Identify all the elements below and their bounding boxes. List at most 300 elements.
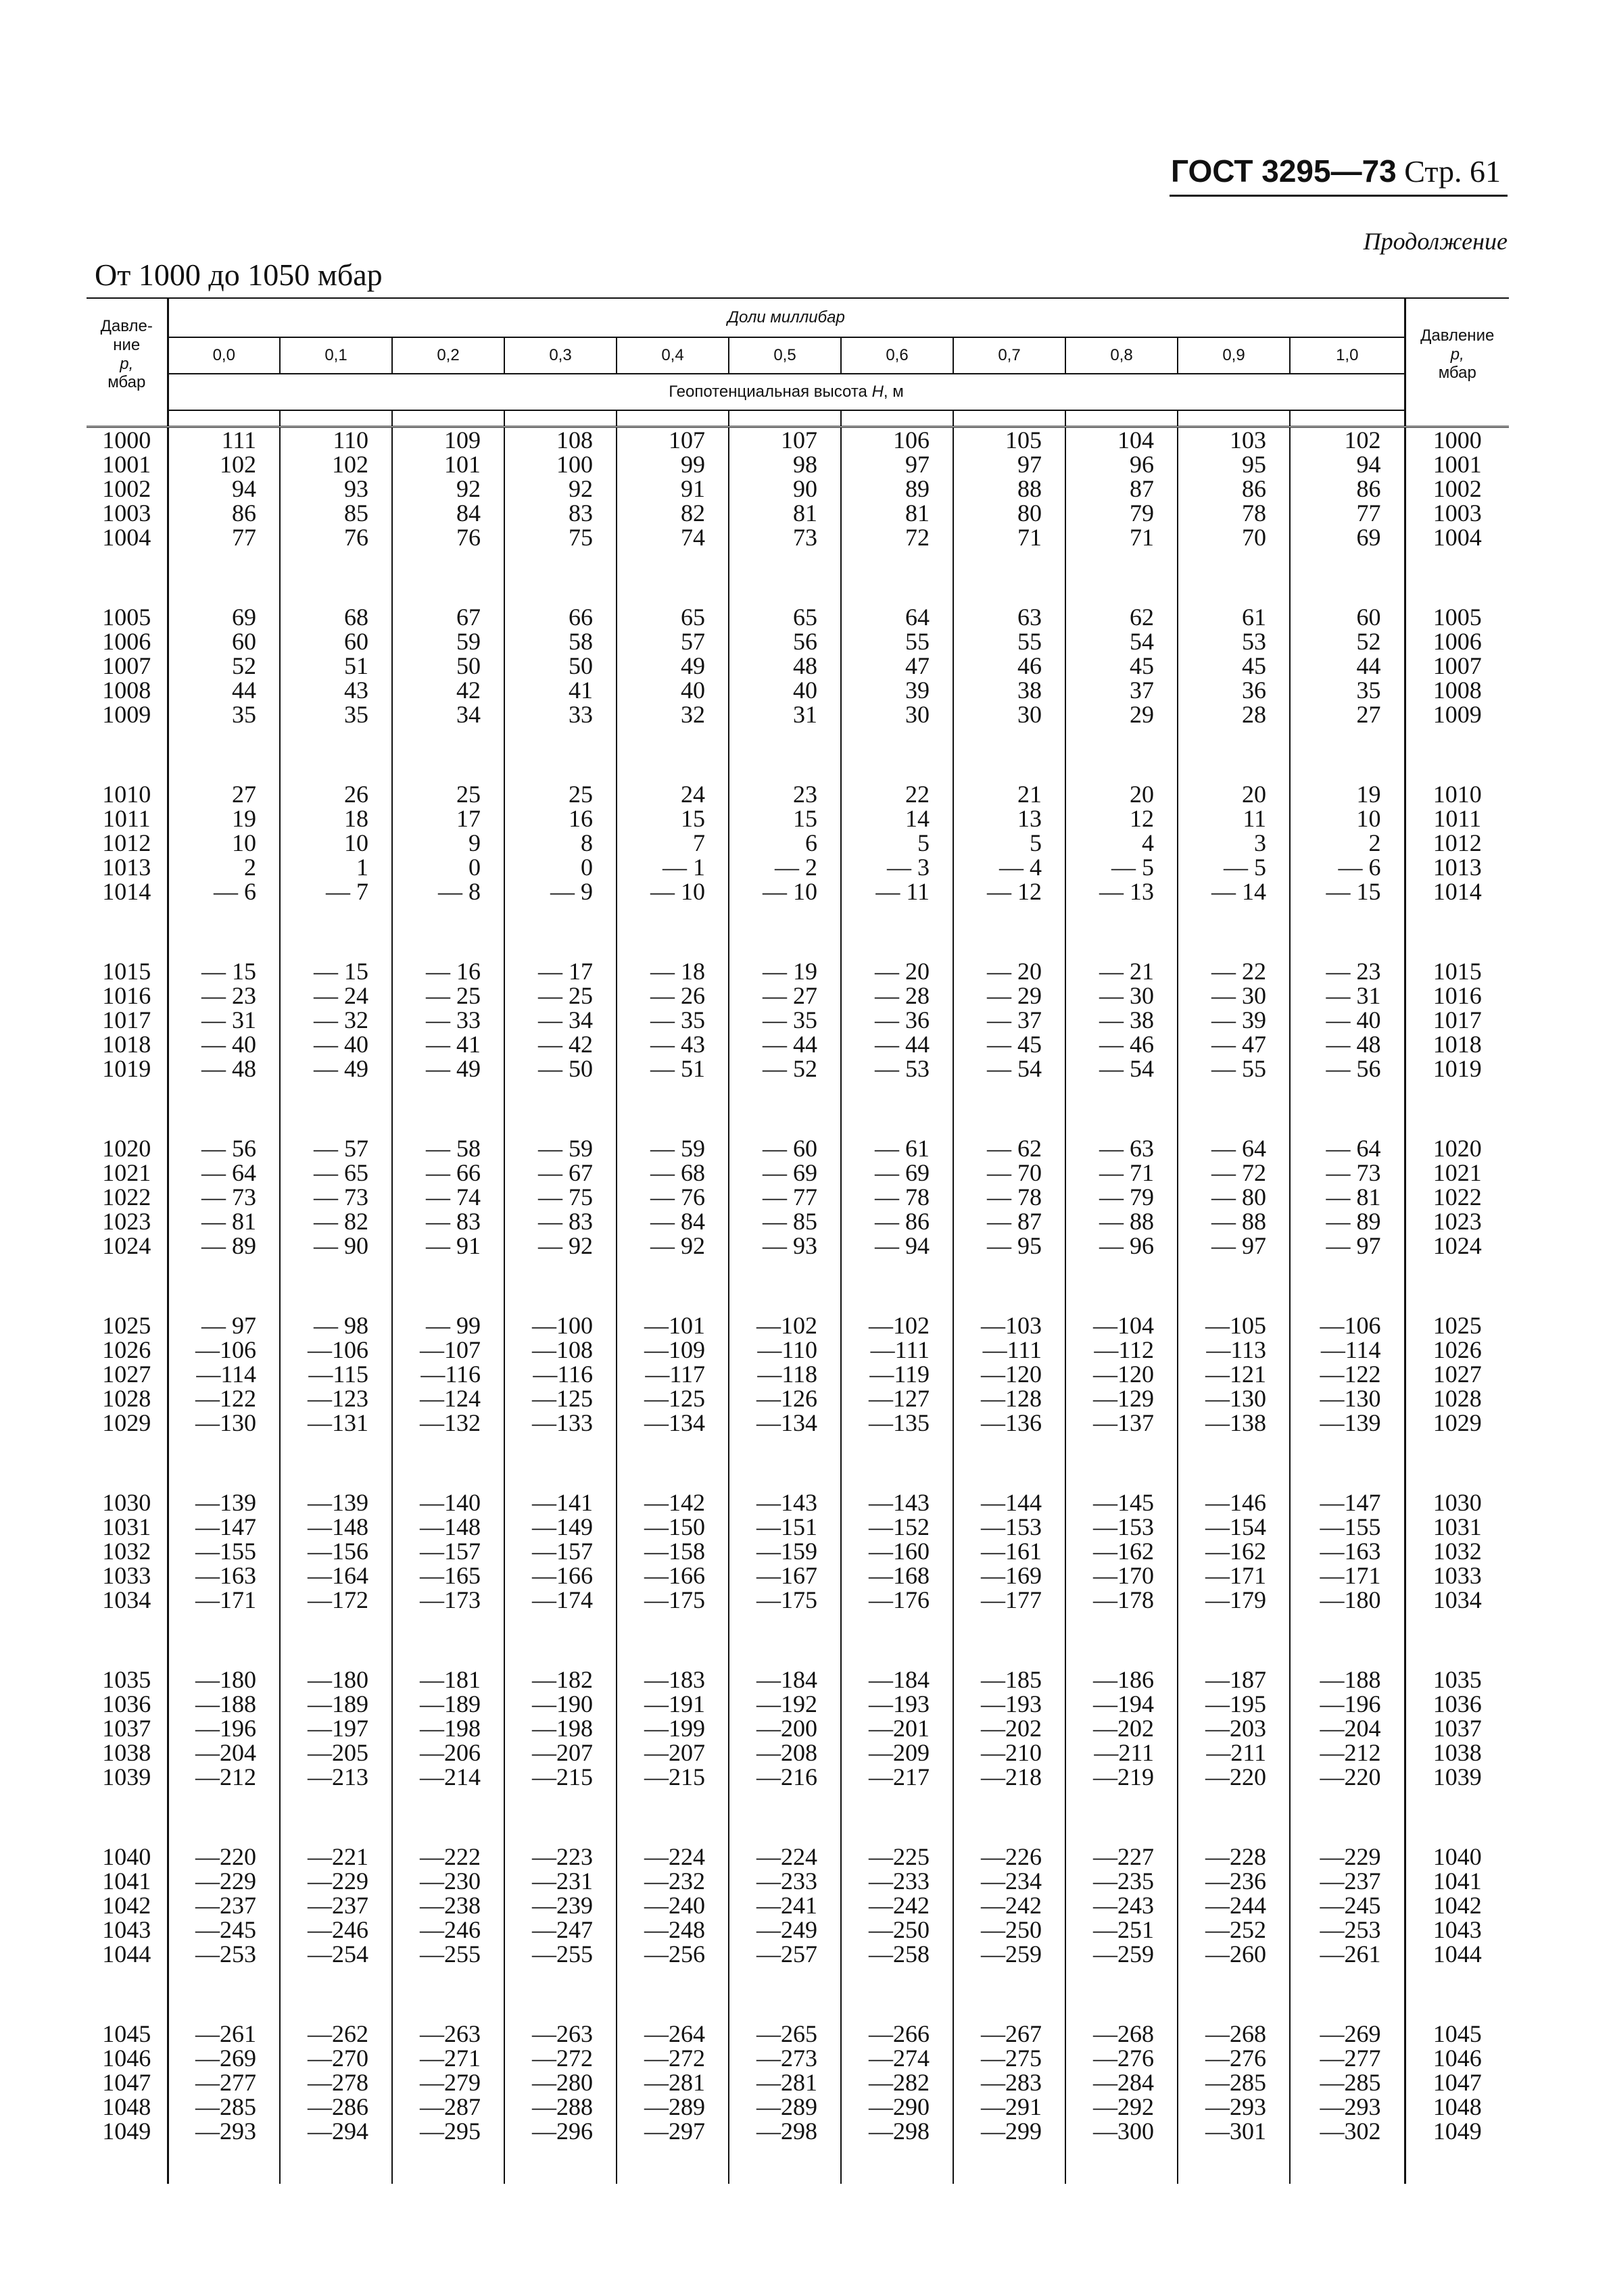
height-value-cell: — 36 [841, 1008, 953, 1032]
pressure-cell-right: 1013 [1405, 855, 1509, 879]
height-value-cell: —230 [392, 1869, 504, 1893]
height-value-cell: — 6 [168, 879, 280, 904]
height-value-cell: 30 [841, 702, 953, 727]
pressure-cell-left: 1040 [102, 1843, 151, 1870]
height-value-cell: — 73 [280, 1185, 392, 1209]
height-value-cell: 0 [504, 855, 617, 879]
pressure-cell-right: 1026 [1405, 1338, 1509, 1362]
spacer-cell [1178, 1612, 1290, 1667]
height-value-cell: 47 [841, 654, 953, 678]
height-value-cell: — 94 [841, 1234, 953, 1258]
table-row [87, 1161, 1509, 1185]
height-value-cell: —213 [280, 1765, 392, 1789]
pressure-cell-left: 1003 [102, 499, 151, 527]
height-value-cell: —139 [168, 1490, 280, 1515]
height-value-cell: —110 [729, 1338, 841, 1362]
table-row [87, 1563, 1509, 1588]
spacer-cell [87, 1435, 168, 1490]
spacer-cell [504, 727, 617, 782]
height-value-cell: —201 [841, 1716, 953, 1740]
pressure-cell-left: 1038 [102, 1739, 151, 1766]
height-value-cell: —233 [841, 1869, 953, 1893]
pressure-cell-left: 1023 [102, 1208, 151, 1235]
fraction-header-cell: 0,6 [841, 337, 953, 374]
height-value-cell: —202 [953, 1716, 1065, 1740]
height-value-cell: 93 [280, 477, 392, 501]
fraction-header-cell: 0,7 [953, 337, 1065, 374]
height-value-cell: —101 [617, 1313, 729, 1338]
pressure-cell-right: 1034 [1405, 1588, 1509, 1612]
pressure-cell-left: 1014 [102, 878, 151, 905]
height-header-symbol: H [871, 383, 884, 401]
height-value-cell: —193 [841, 1692, 953, 1716]
height-value-cell: —159 [729, 1539, 841, 1563]
pressure-cell-right: 1038 [1405, 1740, 1509, 1765]
height-value-cell: —208 [729, 1740, 841, 1765]
height-value-cell: — 69 [841, 1161, 953, 1185]
table-row [87, 1716, 1509, 1740]
height-value-cell: 61 [1178, 605, 1290, 629]
height-value-cell: 100 [504, 452, 617, 477]
pressure-cell-right: 1000 [1405, 427, 1509, 453]
table-row [87, 1008, 1509, 1032]
height-value-cell: —162 [1065, 1539, 1178, 1563]
group-gap [87, 1612, 1509, 1667]
height-value-cell: 94 [168, 477, 280, 501]
height-value-cell: —189 [280, 1692, 392, 1716]
height-value-cell: —269 [168, 2046, 280, 2070]
height-value-cell: —276 [1065, 2046, 1178, 2070]
group-gap [87, 1966, 1509, 2022]
pressure-cell-left: 1022 [102, 1183, 151, 1211]
height-value-cell: —298 [729, 2119, 841, 2143]
table-row [87, 477, 1509, 501]
height-value-cell: —220 [1178, 1765, 1290, 1789]
height-value-cell: 42 [392, 678, 504, 702]
height-value-cell: —104 [1065, 1313, 1178, 1338]
pressure-cell-left: 1010 [102, 781, 151, 808]
height-value-cell: 78 [1178, 501, 1290, 525]
pressure-cell-left: 1009 [102, 701, 151, 728]
height-value-cell: — 39 [1178, 1008, 1290, 1032]
height-value-cell: —142 [617, 1490, 729, 1515]
fraction-header-cell: 0,0 [168, 337, 280, 374]
spacer-cell [1290, 1435, 1405, 1490]
pressure-cell-right: 1016 [1405, 983, 1509, 1008]
table-row [87, 1740, 1509, 1765]
height-value-cell: —160 [841, 1539, 953, 1563]
spacer-cell [1178, 2143, 1290, 2184]
height-value-cell: — 64 [1178, 1136, 1290, 1161]
height-value-cell: — 51 [617, 1056, 729, 1081]
height-value-cell: —289 [617, 2095, 729, 2119]
height-value-cell: —286 [280, 2095, 392, 2119]
pressure-cell-right: 1009 [1405, 702, 1509, 727]
height-value-cell: 1 [280, 855, 392, 879]
spacer-cell [87, 549, 168, 605]
spacer-cell [841, 1081, 953, 1136]
spacer-cell [729, 1435, 841, 1490]
table-row [87, 1869, 1509, 1893]
height-value-cell: 103 [1178, 427, 1290, 453]
table-row [87, 1386, 1509, 1411]
spacer-cell [168, 1258, 280, 1313]
height-value-cell: —179 [1178, 1588, 1290, 1612]
height-value-cell: — 71 [1065, 1161, 1178, 1185]
height-value-cell: — 46 [1065, 1032, 1178, 1056]
height-value-cell: 8 [504, 831, 617, 855]
spacer-cell [953, 1789, 1065, 1845]
height-value-cell: —285 [1178, 2070, 1290, 2095]
table-row [87, 1411, 1509, 1435]
height-value-cell: 5 [953, 831, 1065, 855]
height-value-cell: — 53 [841, 1056, 953, 1081]
height-value-cell: —169 [953, 1563, 1065, 1588]
table-row [87, 1185, 1509, 1209]
height-value-cell: — 72 [1178, 1161, 1290, 1185]
height-value-cell: — 5 [1178, 855, 1290, 879]
pressure-cell-left: 1013 [102, 854, 151, 881]
height-value-cell: 71 [953, 525, 1065, 549]
height-value-cell: 82 [617, 501, 729, 525]
spacer-cell [729, 1081, 841, 1136]
height-value-cell: —172 [280, 1588, 392, 1612]
height-value-cell: —136 [953, 1411, 1065, 1435]
spacer-cell [729, 904, 841, 959]
spacer-cell [953, 1435, 1065, 1490]
height-value-cell: — 59 [617, 1136, 729, 1161]
height-value-cell: 96 [1065, 452, 1178, 477]
height-value-cell: 101 [392, 452, 504, 477]
spacer-cell [168, 1081, 280, 1136]
height-value-cell: — 9 [504, 879, 617, 904]
height-value-cell: —144 [953, 1490, 1065, 1515]
height-value-cell: 18 [280, 806, 392, 831]
height-value-cell: 86 [168, 501, 280, 525]
height-value-cell: — 93 [729, 1234, 841, 1258]
pressure-cell-right: 1028 [1405, 1386, 1509, 1411]
height-value-cell: —133 [504, 1411, 617, 1435]
pressure-cell-right: 1004 [1405, 525, 1509, 549]
height-value-cell: — 49 [392, 1056, 504, 1081]
pressure-cell-right: 1010 [1405, 782, 1509, 806]
height-value-cell: 16 [504, 806, 617, 831]
height-value-cell: —243 [1065, 1893, 1178, 1918]
height-value-cell: 95 [1178, 452, 1290, 477]
height-value-cell: —164 [280, 1563, 392, 1588]
height-value-cell: —139 [280, 1490, 392, 1515]
height-value-cell: 108 [504, 427, 617, 453]
height-value-cell: 36 [1178, 678, 1290, 702]
table-row [87, 702, 1509, 727]
height-value-cell: — 97 [168, 1313, 280, 1338]
height-value-cell: —297 [617, 2119, 729, 2143]
spacer-cell [1290, 1612, 1405, 1667]
spacer-cell [504, 1612, 617, 1667]
table-row [87, 1313, 1509, 1338]
pressure-cell-left: 1036 [102, 1690, 151, 1717]
height-value-cell: —146 [1178, 1490, 1290, 1515]
height-value-cell: —226 [953, 1845, 1065, 1869]
height-value-cell: 48 [729, 654, 841, 678]
pressure-cell-right: 1003 [1405, 501, 1509, 525]
height-value-cell: —260 [1178, 1942, 1290, 1966]
height-value-cell: —139 [1290, 1411, 1405, 1435]
height-value-cell: — 30 [1178, 983, 1290, 1008]
height-value-cell: — 73 [168, 1185, 280, 1209]
height-value-cell: — 10 [729, 879, 841, 904]
spacer-cell [953, 549, 1065, 605]
height-value-cell: 79 [1065, 501, 1178, 525]
height-value-cell: —125 [617, 1386, 729, 1411]
height-value-cell: — 26 [617, 983, 729, 1008]
pressure-cell-right: 1019 [1405, 1056, 1509, 1081]
height-value-cell: —261 [1290, 1942, 1405, 1966]
height-value-cell: 62 [1065, 605, 1178, 629]
height-value-cell: —262 [280, 2022, 392, 2046]
spacer-cell [280, 1081, 392, 1136]
height-value-cell: —255 [392, 1942, 504, 1966]
height-value-cell: — 81 [168, 1209, 280, 1234]
height-value-cell: 65 [617, 605, 729, 629]
height-value-cell: 11 [1178, 806, 1290, 831]
height-value-cell: —282 [841, 2070, 953, 2095]
height-value-cell: —166 [617, 1563, 729, 1588]
height-value-cell: —163 [168, 1563, 280, 1588]
height-value-cell: 76 [392, 525, 504, 549]
height-value-cell: — 5 [1065, 855, 1178, 879]
height-value-cell: — 20 [953, 959, 1065, 983]
height-value-cell: 17 [392, 806, 504, 831]
height-value-cell: — 28 [841, 983, 953, 1008]
height-value-cell: — 88 [1065, 1209, 1178, 1234]
height-value-cell: —229 [1290, 1845, 1405, 1869]
height-value-cell: —147 [1290, 1490, 1405, 1515]
table-row [87, 525, 1509, 549]
pressure-cell-left: 1033 [102, 1562, 151, 1589]
height-value-cell: 94 [1290, 452, 1405, 477]
height-value-cell: — 99 [392, 1313, 504, 1338]
height-value-cell: —299 [953, 2119, 1065, 2143]
height-value-cell: — 61 [841, 1136, 953, 1161]
spacer-cell [1065, 1435, 1178, 1490]
spacer-cell [1178, 1789, 1290, 1845]
pressure-cell-right: 1011 [1405, 806, 1509, 831]
height-value-cell: —188 [168, 1692, 280, 1716]
table-row [87, 2095, 1509, 2119]
spacer-cell [1290, 2143, 1405, 2184]
height-value-cell: —148 [392, 1515, 504, 1539]
pressure-cell-left: 1021 [102, 1159, 151, 1186]
table-row [87, 1234, 1509, 1258]
fraction-row [87, 337, 1509, 374]
height-value-cell: — 48 [168, 1056, 280, 1081]
height-value-cell: 56 [729, 629, 841, 654]
geopotential-height-table [87, 297, 1509, 2184]
height-value-cell: —294 [280, 2119, 392, 2143]
pressure-cell-left: 1028 [102, 1385, 151, 1412]
height-value-cell: —296 [504, 2119, 617, 2143]
spacer-cell [1290, 410, 1405, 427]
height-value-cell: — 41 [392, 1032, 504, 1056]
height-value-cell: — 97 [1178, 1234, 1290, 1258]
page-number: Стр. 61 [1404, 154, 1501, 189]
height-value-cell: — 47 [1178, 1032, 1290, 1056]
height-value-cell: 12 [1065, 806, 1178, 831]
pressure-cell-left: 1004 [102, 524, 151, 551]
height-value-cell: — 7 [280, 879, 392, 904]
height-value-cell: —150 [617, 1515, 729, 1539]
spacer-cell [841, 549, 953, 605]
height-value-cell: —180 [1290, 1588, 1405, 1612]
height-value-cell: —148 [280, 1515, 392, 1539]
height-value-cell: — 78 [841, 1185, 953, 1209]
height-value-cell: — 83 [392, 1209, 504, 1234]
height-value-cell: 86 [1290, 477, 1405, 501]
height-value-cell: — 40 [280, 1032, 392, 1056]
height-value-cell: — 6 [1290, 855, 1405, 879]
spacer-cell [953, 727, 1065, 782]
height-value-cell: — 54 [1065, 1056, 1178, 1081]
height-value-cell: —278 [280, 2070, 392, 2095]
height-value-cell: —212 [168, 1765, 280, 1789]
group-gap [87, 2143, 1509, 2184]
height-value-cell: 106 [841, 427, 953, 453]
height-value-cell: —195 [1178, 1692, 1290, 1716]
height-value-cell: —113 [1178, 1338, 1290, 1362]
height-value-cell: —293 [1290, 2095, 1405, 2119]
height-value-cell: —239 [504, 1893, 617, 1918]
spacer-cell [87, 727, 168, 782]
height-value-cell: — 31 [168, 1008, 280, 1032]
spacer-cell [87, 904, 168, 959]
height-value-cell: 72 [841, 525, 953, 549]
height-value-cell: —141 [504, 1490, 617, 1515]
height-value-cell: — 87 [953, 1209, 1065, 1234]
height-value-cell: —116 [504, 1362, 617, 1386]
pressure-cell-left: 1007 [102, 652, 151, 679]
table-row [87, 1056, 1509, 1081]
height-value-cell: —126 [729, 1386, 841, 1411]
spacer-cell [729, 1966, 841, 2022]
height-value-cell: —211 [1178, 1740, 1290, 1765]
spacer-cell [280, 1435, 392, 1490]
height-value-cell: —254 [280, 1942, 392, 1966]
spacer-cell [953, 1258, 1065, 1313]
height-value-cell: —103 [953, 1313, 1065, 1338]
table-row [87, 959, 1509, 983]
spacer-cell [953, 1081, 1065, 1136]
height-value-cell: 80 [953, 501, 1065, 525]
height-value-cell: — 34 [504, 1008, 617, 1032]
height-value-cell: —205 [280, 1740, 392, 1765]
height-value-cell: 10 [1290, 806, 1405, 831]
height-value-cell: — 92 [504, 1234, 617, 1258]
pressure-cell-right: 1031 [1405, 1515, 1509, 1539]
height-value-cell: 33 [504, 702, 617, 727]
spacer-cell [280, 727, 392, 782]
left-header-line3: p, [120, 354, 134, 373]
height-value-cell: — 15 [280, 959, 392, 983]
height-value-cell: —273 [729, 2046, 841, 2070]
height-value-cell: —137 [1065, 1411, 1178, 1435]
height-value-cell: 64 [841, 605, 953, 629]
pressure-cell-right: 1020 [1405, 1136, 1509, 1161]
height-value-cell: —193 [953, 1692, 1065, 1716]
height-value-cell: —204 [168, 1740, 280, 1765]
height-value-cell: —281 [617, 2070, 729, 2095]
spacer-cell [392, 727, 504, 782]
spacer-cell [729, 2143, 841, 2184]
height-value-cell: 27 [1290, 702, 1405, 727]
height-value-cell: 92 [504, 477, 617, 501]
fraction-header-cell: 0,4 [617, 337, 729, 374]
height-value-cell: — 68 [617, 1161, 729, 1185]
height-value-cell: —292 [1065, 2095, 1178, 2119]
pressure-cell-left: 1049 [102, 2118, 151, 2145]
height-value-cell: —220 [1290, 1765, 1405, 1789]
height-value-cell: —109 [617, 1338, 729, 1362]
spacer-cell [504, 549, 617, 605]
height-value-cell: —269 [1290, 2022, 1405, 2046]
height-value-cell: —128 [953, 1386, 1065, 1411]
spacer-cell [841, 1612, 953, 1667]
height-value-cell: —238 [392, 1893, 504, 1918]
height-value-cell: —245 [1290, 1893, 1405, 1918]
height-value-cell: 19 [1290, 782, 1405, 806]
height-value-cell: 54 [1065, 629, 1178, 654]
table-row [87, 427, 1509, 453]
height-value-cell: 50 [392, 654, 504, 678]
height-value-cell: 84 [392, 501, 504, 525]
height-value-cell: —259 [953, 1942, 1065, 1966]
height-value-cell: —102 [729, 1313, 841, 1338]
height-value-cell: —184 [841, 1667, 953, 1692]
spacer-cell [504, 410, 617, 427]
pressure-cell-left: 1005 [102, 604, 151, 631]
height-value-cell: 86 [1178, 477, 1290, 501]
spacer-cell [168, 1966, 280, 2022]
height-value-cell: —209 [841, 1740, 953, 1765]
height-value-cell: —207 [617, 1740, 729, 1765]
table-row [87, 2070, 1509, 2095]
spacer-cell [392, 1612, 504, 1667]
height-value-cell: 52 [1290, 629, 1405, 654]
spacer-cell [1178, 727, 1290, 782]
height-value-cell: —122 [168, 1386, 280, 1411]
pressure-cell-left: 1047 [102, 2069, 151, 2096]
height-value-cell: 97 [841, 452, 953, 477]
height-value-cell: —158 [617, 1539, 729, 1563]
pressure-cell-left: 1046 [102, 2045, 151, 2072]
height-value-cell: 59 [392, 629, 504, 654]
height-value-cell: — 74 [392, 1185, 504, 1209]
spacer-cell [953, 1612, 1065, 1667]
pressure-cell-left: 1006 [102, 628, 151, 655]
fraction-header-cell: 0,1 [280, 337, 392, 374]
height-value-cell: 67 [392, 605, 504, 629]
spacer-cell [1290, 1966, 1405, 2022]
height-value-cell: 25 [504, 782, 617, 806]
spacer-cell [168, 727, 280, 782]
height-value-cell: —225 [841, 1845, 953, 1869]
pressure-cell-left: 1001 [102, 451, 151, 478]
height-value-cell: 35 [280, 702, 392, 727]
pressure-cell-left: 1044 [102, 1940, 151, 1968]
height-value-cell: —198 [504, 1716, 617, 1740]
pressure-cell-left: 1019 [102, 1055, 151, 1082]
height-value-cell: —217 [841, 1765, 953, 1789]
